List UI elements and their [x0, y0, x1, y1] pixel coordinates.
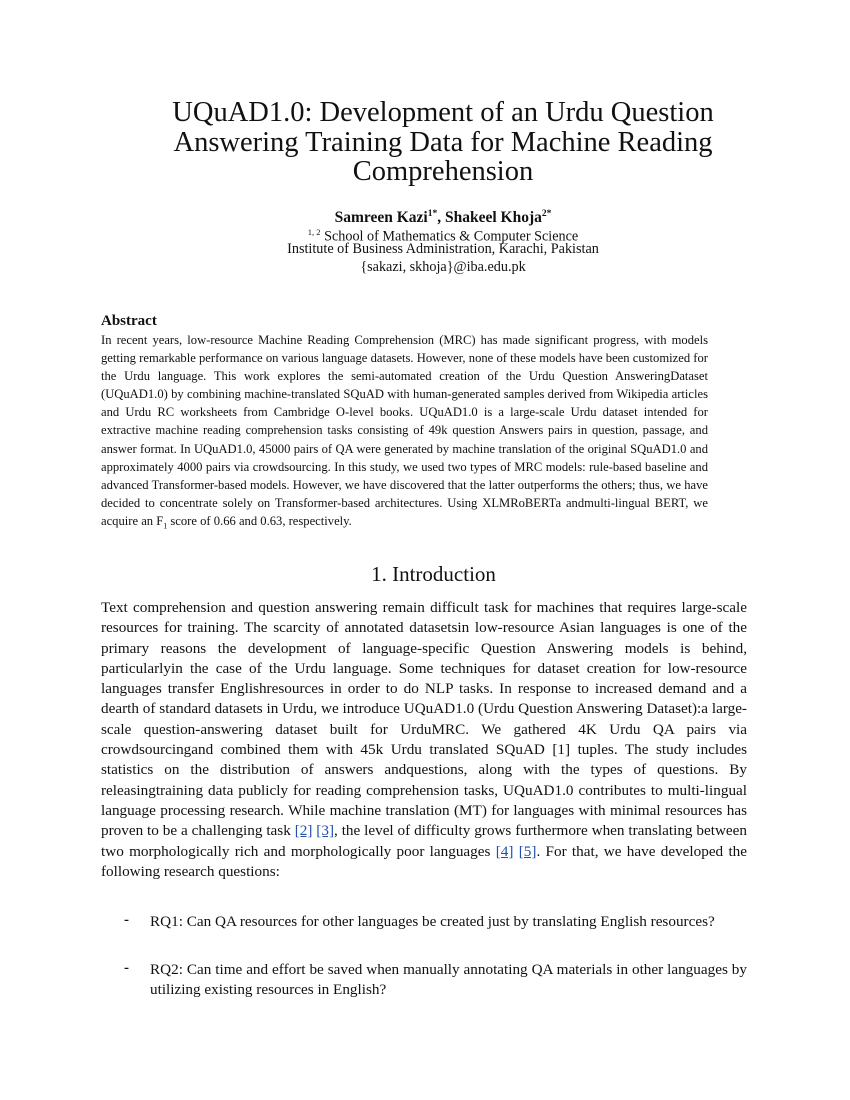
citation-link-3[interactable]: [3]: [316, 822, 335, 840]
bullet-marker: -: [124, 960, 129, 976]
citation-link-4[interactable]: [4]: [495, 842, 514, 860]
author-separator: ,: [437, 209, 445, 227]
introduction-paragraph: [101, 598, 747, 882]
intro-text: Text comprehension and question answering remain difficult task for machines that requires large-scale resources for training. The scarcity of annotated datasetsin low-resource Asian languages is one of the primary reasons the development of language-specific Question Answering models is behind, particularlyin the case of the Urdu language. Some techniques for dataset creation for low-resource languages transfer Englishresources in order to do NLP tasks. In response to increased demand and a dearth of standard datasets in Urdu, we introduce UQuAD1.0 (Urdu Question Answering Dataset):a large-scale question-answering dataset built for UrduMRC. We gathered 4K Urdu QA pairs via crowdsourcingand combined them with 45k Urdu translated SQuAD [1] tuples. The study includes statistics on the distribution of answers andquestions, along with the types of questions. By releasingtraining data publicly for reading comprehension tasks, UQuAD1.0 contributes to multi-lingual language processing research. While machine translation (MT) for languages with minimal resources has proven to be a challenging task: [101, 599, 747, 840]
research-question-2: RQ2: Can time and effort be saved when manually annotating QA materials in other languages by utilizing existing resources in English?: [150, 961, 747, 999]
abstract-subscript: 1: [163, 521, 168, 531]
abstract-heading: Abstract: [101, 313, 157, 329]
citation-link-2[interactable]: [2]: [294, 822, 313, 840]
author-superscript: 1*: [427, 209, 438, 219]
author-emails: {sakazi, skhoja}@iba.edu.pk: [360, 259, 526, 275]
abstract-body: [101, 331, 708, 536]
abstract-text-end: score of 0.66 and 0.63, respectively.: [167, 513, 352, 528]
affiliation-institute: Institute of Business Administration, Karachi, Pakistan: [287, 241, 599, 257]
affiliation-superscript: 1, 2: [307, 227, 321, 237]
section-heading-introduction: 1. Introduction: [371, 562, 496, 586]
citation-link-5[interactable]: [5]: [518, 842, 537, 860]
author-name: Samreen Kazi: [334, 209, 428, 227]
abstract-text: In recent years, low-resource Machine Reading Comprehension (MRC) has made significant progress, with models getting remarkable performance on various language datasets. However, none of these models have been customized for the Urdu language. This work explores the semi-automated creation of the Urdu Question AnsweringDataset (UQuAD1.0) by combining machine-translated SQuAD with human-generated samples derived from Wikipedia articles and Urdu RC worksheets from Cambridge O-level books. UQuAD1.0 is a large-scale Urdu dataset intended for extractive machine reading comprehension tasks consisting of 49k question Answers pairs in question, passage, and answer format. In UQuAD1.0, 45000 pairs of QA were generated by machine translation of the original SQuAD1.0 and approximately 4000 pairs via crowdsourcing. In this study, we used two types of MRC models: rule-based baseline and advanced Transformer-based models. However, we have discovered that the latter outperforms the others; thus, we have decided to concentrate solely on Transformer-based architectures. Using XLMRoBERTa andmulti-lingual BERT, we acquire an F: [101, 333, 708, 528]
paper-title: UQuAD1.0: Development of an Urdu Question Answering Training Data for Machine Reading Comprehension: [172, 97, 714, 187]
author-superscript: 2*: [541, 209, 552, 219]
author-name: Shakeel Khoja: [445, 209, 542, 227]
affiliation-school-text: School of Mathematics & Computer Science: [320, 228, 579, 245]
bullet-marker: -: [124, 912, 129, 928]
intro-text-2: , the level of difficulty grows furthermore when translating between two morphologically rich and morphologically poor languages: [101, 822, 747, 860]
research-question-1: RQ1: Can QA resources for other languages be created just by translating English resources?: [150, 913, 715, 930]
intro-text-3: . For that, we have developed the following research questions:: [101, 842, 747, 880]
